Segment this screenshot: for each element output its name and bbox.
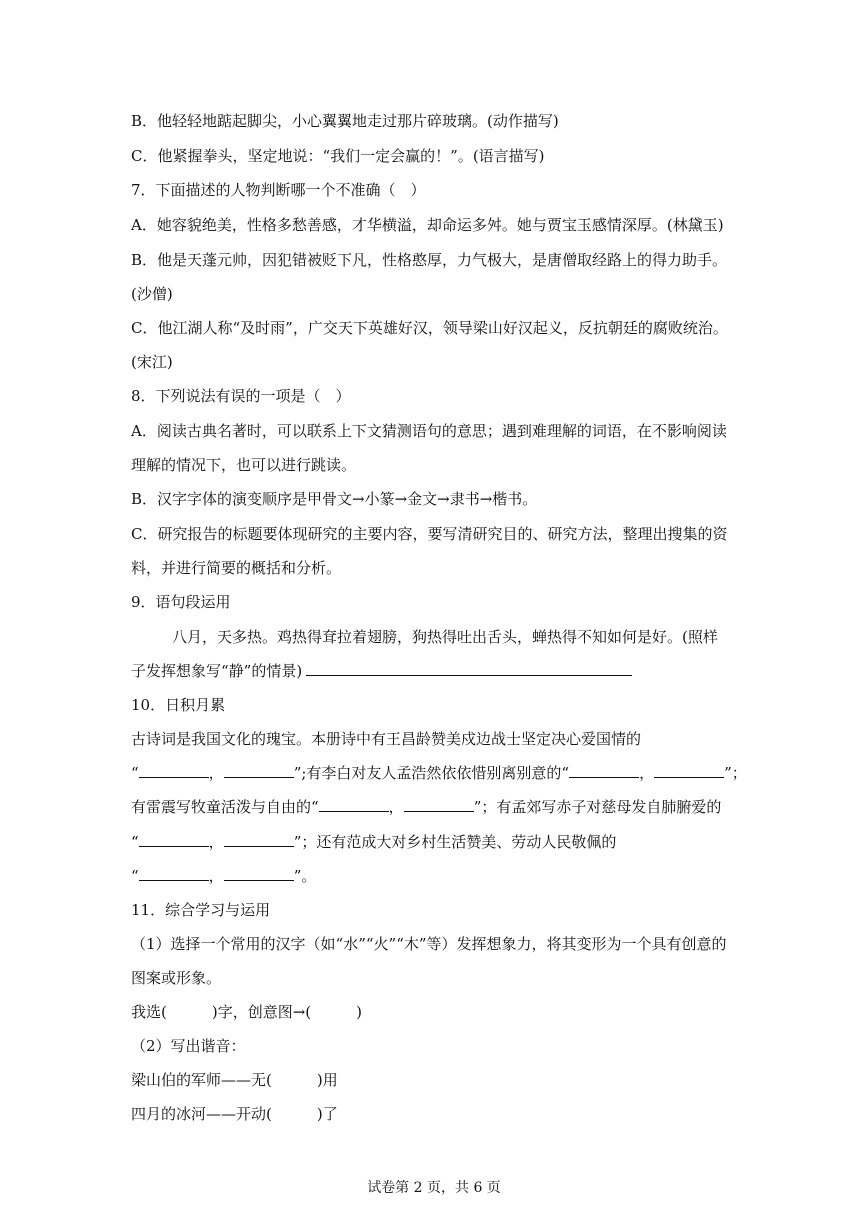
q8-option-b: B．汉字字体的演变顺序是甲骨文→小篆→金文→隶书→楷书。	[131, 490, 538, 508]
q9-passage: 八月，天多热。鸡热得耷拉着翅膀，狗热得吐出舌头，蝉热得不知如何是好。(照样	[172, 628, 718, 646]
q10-text: ”；有孟郊写赤子对慈母发自肺腑爱的	[473, 798, 722, 816]
q10-text: ”；还有范成大对乡村生活赞美、劳动人民敬佩的	[293, 833, 617, 851]
quote-open: “	[131, 764, 139, 782]
q11-part-2-item-1: 梁山伯的军师——无( )用	[131, 1071, 338, 1089]
q8-option-c: C．研究报告的标题要体现研究的主要内容，要写清研究目的、研究方法，整理出搜集的资	[131, 525, 728, 543]
quote-open: “	[131, 833, 139, 851]
q7-option-c: C．他江湖人称“及时雨”，广交天下英雄好汉，领导梁山好汉起义，反抗朝廷的腐败统治。	[131, 319, 728, 337]
q7-stem: 7．下面描述的人物判断哪一个不准确（ ）	[131, 181, 426, 199]
comma: ，	[208, 764, 224, 782]
q7-option-b: B．他是天蓬元帅，因犯错被贬下凡，性格憨厚，力气极大，是唐僧取经路上的得力助手。	[131, 251, 728, 269]
poem-blank-6[interactable]	[404, 797, 474, 812]
comma: ，	[208, 833, 224, 851]
poem-blank-9[interactable]	[139, 866, 209, 881]
q10-intro: 古诗词是我国文化的瑰宝。本册诗中有王昌龄赞美戍边战士坚定决心爱国情的	[131, 730, 642, 748]
quote-close: ”；	[724, 764, 747, 782]
q11-stem: 11．综合学习与运用	[131, 901, 271, 919]
q8-option-a: A．阅读古典名著时，可以联系上下文猜测语句的意思；遇到难理解的词语，在不影响阅读	[131, 422, 727, 440]
poem-blank-10[interactable]	[224, 866, 294, 881]
comma: ，	[388, 798, 404, 816]
q11-part-1-answer: 我选( )字，创意图→( )	[131, 1003, 362, 1021]
q8-option-a-cont: 理解的情况下，也可以进行跳读。	[131, 456, 357, 474]
q9-answer-blank[interactable]	[306, 661, 632, 676]
q8-stem: 8．下列说法有误的一项是（ ）	[131, 387, 351, 405]
q7-option-c-cont: (宋江)	[131, 353, 173, 371]
q11-part-1-cont: 图案或形象。	[131, 969, 222, 987]
q10-line-4	[131, 866, 316, 886]
q9-instruction-text: 子发挥想象写“静”的情景)	[131, 662, 303, 680]
q6-option-c: C．他紧握拳头，坚定地说：“我们一定会赢的！”。(语言描写)	[131, 147, 545, 165]
quote-close: ”。	[293, 867, 317, 885]
q6-option-b: B．他轻轻地踮起脚尖，小心翼翼地走过那片碎玻璃。(动作描写)	[131, 112, 559, 130]
q10-line-2	[131, 797, 721, 817]
page-footer: 试卷第 2 页，共 6 页	[367, 1180, 501, 1196]
q7-option-b-cont: (沙僧)	[131, 285, 173, 303]
q9-stem: 9．语句段运用	[131, 593, 231, 611]
q11-part-2: （2）写出谐音：	[131, 1037, 246, 1055]
q10-stem: 10．日积月累	[131, 696, 226, 714]
q8-option-c-cont: 料，并进行简要的概括和分析。	[131, 559, 342, 577]
q10-text: ”;有李白对友人孟浩然依依惜别离别意的“	[293, 764, 570, 782]
comma: ，	[639, 764, 655, 782]
q10-line-1	[131, 763, 747, 783]
poem-blank-3[interactable]	[569, 763, 639, 778]
poem-blank-5[interactable]	[319, 797, 389, 812]
comma: ，	[208, 867, 224, 885]
q9-instruction	[131, 661, 632, 681]
q10-text: 有雷震写牧童活泼与自由的“	[131, 798, 319, 816]
q11-part-2-item-2: 四月的冰河——开动( )了	[131, 1105, 338, 1123]
poem-blank-1[interactable]	[139, 763, 209, 778]
poem-blank-4[interactable]	[654, 763, 724, 778]
quote-open: “	[131, 867, 139, 885]
q11-part-1: （1）选择一个常用的汉字（如“水”“火”“木”等）发挥想象力，将其变形为一个具有创意的	[131, 935, 727, 953]
q10-line-3	[131, 832, 616, 852]
poem-blank-2[interactable]	[224, 763, 294, 778]
q7-option-a: A．她容貌绝美，性格多愁善感，才华横溢，却命运多舛。她与贾宝玉感情深厚。(林黛玉)	[131, 216, 724, 234]
poem-blank-8[interactable]	[224, 832, 294, 847]
poem-blank-7[interactable]	[139, 832, 209, 847]
